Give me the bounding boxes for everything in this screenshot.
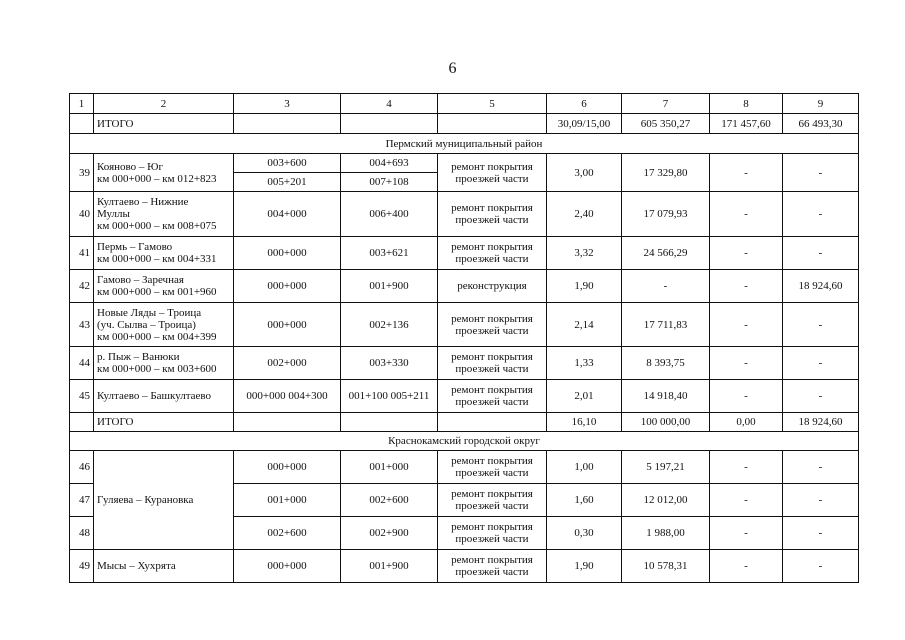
- total-row: [70, 114, 859, 134]
- header-cell: 1: [70, 94, 94, 114]
- col9: -: [783, 451, 859, 484]
- work-type: ремонт покрытия проезжей части: [438, 550, 547, 583]
- end-km: 006+400: [341, 192, 438, 237]
- page-number: 6: [448, 60, 457, 77]
- col8: -: [710, 154, 783, 192]
- total-label: ИТОГО: [94, 114, 234, 134]
- total-length: 16,10: [547, 413, 622, 432]
- table-row: [70, 347, 859, 380]
- work-type: ремонт покрытия проезжей части: [438, 517, 547, 550]
- length: 1,00: [547, 451, 622, 484]
- table-row: [70, 270, 859, 303]
- col9: -: [783, 192, 859, 237]
- col9: -: [783, 484, 859, 517]
- total-c8: 0,00: [710, 413, 783, 432]
- row-number: 42: [70, 270, 94, 303]
- start-km: 001+000: [234, 484, 341, 517]
- start-km: 002+600: [234, 517, 341, 550]
- start-km: 003+600: [234, 154, 341, 173]
- start-km: 000+000: [234, 237, 341, 270]
- row-number: 39: [70, 154, 94, 192]
- col8: -: [710, 270, 783, 303]
- cost: 17 711,83: [622, 303, 710, 347]
- cost: 10 578,31: [622, 550, 710, 583]
- length: 1,60: [547, 484, 622, 517]
- header-cell: 9: [783, 94, 859, 114]
- work-type: ремонт покрытия проезжей части: [438, 451, 547, 484]
- row-number: 47: [70, 484, 94, 517]
- table-row: [70, 192, 859, 237]
- col8: -: [710, 380, 783, 413]
- end-km: 001+900: [341, 270, 438, 303]
- cost: 17 079,93: [622, 192, 710, 237]
- length: 0,30: [547, 517, 622, 550]
- length: 1,33: [547, 347, 622, 380]
- col8: -: [710, 303, 783, 347]
- cost: 24 566,29: [622, 237, 710, 270]
- road-name: Култаево – Нижние Муллы км 000+000 – км 008+075: [94, 192, 234, 237]
- road-name: р. Пыж – Ванюки км 000+000 – км 003+600: [94, 347, 234, 380]
- header-row: [70, 94, 859, 114]
- end-km: 004+693: [341, 154, 438, 173]
- table-row: [70, 303, 859, 347]
- col8: -: [710, 451, 783, 484]
- roads-table: [69, 93, 859, 583]
- total-c9: 66 493,30: [783, 114, 859, 134]
- start-km: 000+000: [234, 270, 341, 303]
- row-number: 41: [70, 237, 94, 270]
- end-km: 002+900: [341, 517, 438, 550]
- work-type: ремонт покрытия проезжей части: [438, 347, 547, 380]
- work-type: реконструкция: [438, 270, 547, 303]
- section-row: [70, 134, 859, 154]
- col8: -: [710, 347, 783, 380]
- start-km: 000+000: [234, 451, 341, 484]
- col9: -: [783, 237, 859, 270]
- road-name: Мысы – Хухрята: [94, 550, 234, 583]
- work-type: ремонт покрытия проезжей части: [438, 303, 547, 347]
- row-number: 43: [70, 303, 94, 347]
- length: 2,40: [547, 192, 622, 237]
- total-cost: 605 350,27: [622, 114, 710, 134]
- cost: 14 918,40: [622, 380, 710, 413]
- total-c9: 18 924,60: [783, 413, 859, 432]
- row-number: 44: [70, 347, 94, 380]
- road-name: Кояново – Юг км 000+000 – км 012+823: [94, 154, 234, 192]
- col8: -: [710, 517, 783, 550]
- length: 3,32: [547, 237, 622, 270]
- header-cell: 3: [234, 94, 341, 114]
- header-cell: 7: [622, 94, 710, 114]
- col8: -: [710, 484, 783, 517]
- col9: -: [783, 303, 859, 347]
- section-title: Краснокамский городской округ: [70, 432, 859, 451]
- col9: -: [783, 154, 859, 192]
- length: 2,01: [547, 380, 622, 413]
- road-name: Новые Ляды – Троица (уч. Сылва – Троица) км 000+000 – км 004+399: [94, 303, 234, 347]
- work-type: ремонт покрытия проезжей части: [438, 154, 547, 192]
- col8: -: [710, 550, 783, 583]
- road-name: Гуляева – Курановка: [94, 451, 234, 550]
- row-number: 40: [70, 192, 94, 237]
- cost: 8 393,75: [622, 347, 710, 380]
- end-km: 001+900: [341, 550, 438, 583]
- start-km: 005+201: [234, 173, 341, 192]
- cost: -: [622, 270, 710, 303]
- end-km: 003+621: [341, 237, 438, 270]
- work-type: ремонт покрытия проезжей части: [438, 237, 547, 270]
- end-km: 007+108: [341, 173, 438, 192]
- start-km: 002+000: [234, 347, 341, 380]
- total-c8: 171 457,60: [710, 114, 783, 134]
- total-length: 30,09/15,00: [547, 114, 622, 134]
- end-km: 001+100 005+211: [341, 380, 438, 413]
- row-number: 46: [70, 451, 94, 484]
- start-km: 000+000: [234, 550, 341, 583]
- row-number: 48: [70, 517, 94, 550]
- col9: -: [783, 347, 859, 380]
- table-row: [70, 154, 859, 173]
- header-cell: 6: [547, 94, 622, 114]
- section-row: [70, 432, 859, 451]
- col9: 18 924,60: [783, 270, 859, 303]
- col9: -: [783, 550, 859, 583]
- table-row: [70, 451, 859, 484]
- length: 1,90: [547, 270, 622, 303]
- start-km: 000+000 004+300: [234, 380, 341, 413]
- start-km: 000+000: [234, 303, 341, 347]
- row-number: 49: [70, 550, 94, 583]
- col8: -: [710, 192, 783, 237]
- length: 2,14: [547, 303, 622, 347]
- road-name: Пермь – Гамово км 000+000 – км 004+331: [94, 237, 234, 270]
- row-number: 45: [70, 380, 94, 413]
- col9: -: [783, 517, 859, 550]
- col9: -: [783, 380, 859, 413]
- end-km: 002+600: [341, 484, 438, 517]
- table-row: [70, 237, 859, 270]
- total-row: [70, 413, 859, 432]
- table-row: [70, 380, 859, 413]
- end-km: 003+330: [341, 347, 438, 380]
- header-cell: 8: [710, 94, 783, 114]
- total-cost: 100 000,00: [622, 413, 710, 432]
- end-km: 001+000: [341, 451, 438, 484]
- cost: 17 329,80: [622, 154, 710, 192]
- col8: -: [710, 237, 783, 270]
- start-km: 004+000: [234, 192, 341, 237]
- table-row: [70, 550, 859, 583]
- header-cell: 2: [94, 94, 234, 114]
- header-cell: 4: [341, 94, 438, 114]
- road-name: Гамово – Заречная км 000+000 – км 001+960: [94, 270, 234, 303]
- road-name: Култаево – Башкултаево: [94, 380, 234, 413]
- work-type: ремонт покрытия проезжей части: [438, 484, 547, 517]
- end-km: 002+136: [341, 303, 438, 347]
- length: 3,00: [547, 154, 622, 192]
- cost: 5 197,21: [622, 451, 710, 484]
- total-label: ИТОГО: [94, 413, 234, 432]
- cost: 1 988,00: [622, 517, 710, 550]
- work-type: ремонт покрытия проезжей части: [438, 380, 547, 413]
- section-title: Пермский муниципальный район: [70, 134, 859, 154]
- cost: 12 012,00: [622, 484, 710, 517]
- header-cell: 5: [438, 94, 547, 114]
- work-type: ремонт покрытия проезжей части: [438, 192, 547, 237]
- length: 1,90: [547, 550, 622, 583]
